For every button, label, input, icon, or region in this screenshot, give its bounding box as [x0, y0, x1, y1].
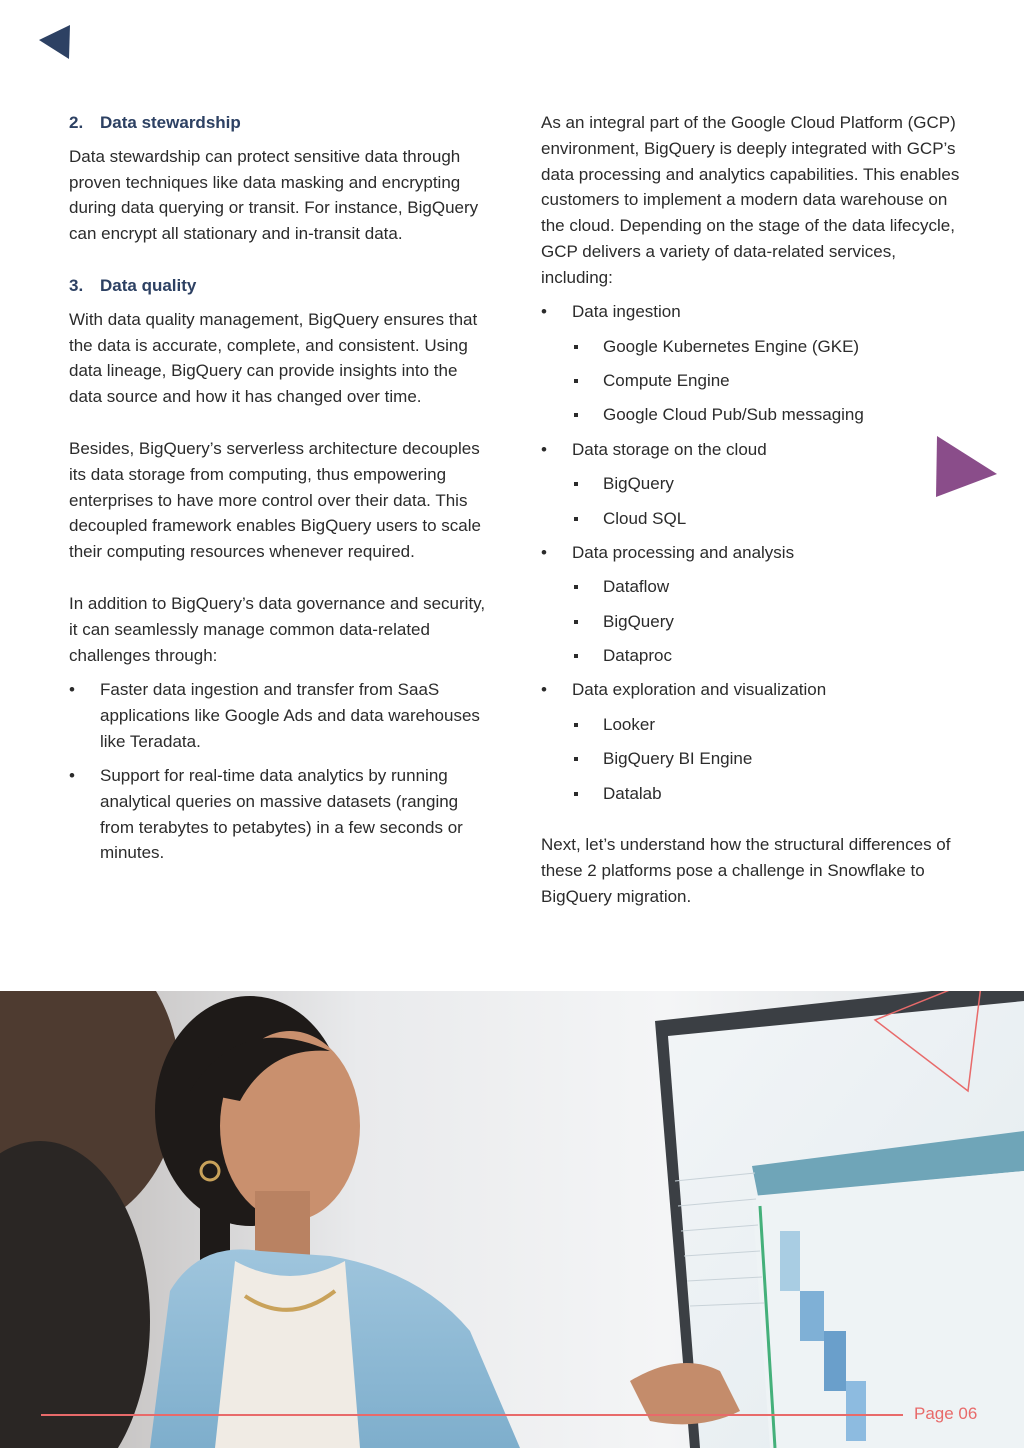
- section-3-heading: [69, 273, 489, 299]
- list-item: Dataflow: [572, 574, 961, 600]
- list-item: Google Cloud Pub/Sub messaging: [572, 402, 961, 428]
- page-number: Page 06: [914, 1404, 978, 1423]
- serverless-paragraph: Besides, BigQuery’s serverless architecture decouples its data storage from computing, thus empowering enterprises to have more control over their data. This decoupled framework enables BigQuery users to scale their computing resources whenever required.: [69, 438, 481, 562]
- governance-paragraph: In addition to BigQuery’s data governance and security, it can seamlessly manage common data-related challenges through:: [69, 593, 486, 665]
- gcp-intro-paragraph: As an integral part of the Google Cloud Platform (GCP) environment, BigQuery is deeply integrated with GCP’s data processing and analytics capabilities. This enables customers to implement a modern data warehouse on the cloud. Depending on the stage of the data lifecycle, GCP delivers a variety of data-related services, including:: [541, 113, 960, 287]
- service-sublist: [572, 471, 961, 531]
- list-item: Google Kubernetes Engine (GKE): [572, 334, 961, 360]
- service-group-label: Data exploration and visualization: [572, 680, 827, 700]
- service-sublist: [572, 712, 961, 807]
- list-item: Dataproc: [572, 643, 961, 669]
- list-item: • Faster data ingestion and transfer from SaaS applications like Google Ads and data warehouses like Teradata.: [69, 677, 489, 754]
- right-column: [541, 110, 961, 936]
- service-sublist: [572, 574, 961, 669]
- gcp-outro-paragraph: Next, let’s understand how the structural differences of these 2 platforms pose a challenge in Snowflake to BigQuery migration.: [541, 835, 951, 907]
- list-item: BigQuery: [572, 471, 961, 497]
- service-group: [541, 437, 961, 532]
- list-item: Looker: [572, 712, 961, 738]
- list-item: Cloud SQL: [572, 506, 961, 532]
- list-item: Datalab: [572, 781, 961, 807]
- service-group: [541, 540, 961, 669]
- service-sublist: [572, 334, 961, 429]
- presentation-photo: [0, 991, 1024, 1448]
- list-item: BigQuery BI Engine: [572, 746, 961, 772]
- service-group-label: Data ingestion: [572, 302, 681, 322]
- left-column: [69, 110, 489, 892]
- service-group: [541, 299, 961, 428]
- service-group: [541, 677, 961, 806]
- service-group-label: Data storage on the cloud: [572, 439, 767, 459]
- section-2-heading: [69, 110, 489, 136]
- list-item: BigQuery: [572, 609, 961, 635]
- list-item: Compute Engine: [572, 368, 961, 394]
- section-3-title: Data quality: [100, 275, 197, 295]
- gcp-services-list: [541, 299, 961, 806]
- section-3-number: 3.: [69, 275, 84, 295]
- service-group-label: Data processing and analysis: [572, 542, 795, 562]
- section-2-title: Data stewardship: [100, 113, 241, 132]
- navy-triangle-icon: [38, 24, 72, 60]
- list-item: • Support for real-time data analytics by running analytical queries on massive datasets (ranging from terabytes to petabytes) in a few seconds or minutes.: [69, 763, 489, 866]
- section-2-body: Data stewardship can protect sensitive data through proven techniques like data masking and encrypting during data querying or transit. For instance, BigQuery can encrypt all stationary and in-transit data.: [69, 146, 479, 244]
- section-2-number: 2.: [69, 113, 84, 132]
- challenge-list: [69, 677, 489, 866]
- footer-divider: [41, 1414, 903, 1416]
- section-3-body: With data quality management, BigQuery ensures that the data is accurate, complete, and consistent. Using data lineage, BigQuery can provide insights into the data source and how it has changed over time.: [69, 309, 478, 407]
